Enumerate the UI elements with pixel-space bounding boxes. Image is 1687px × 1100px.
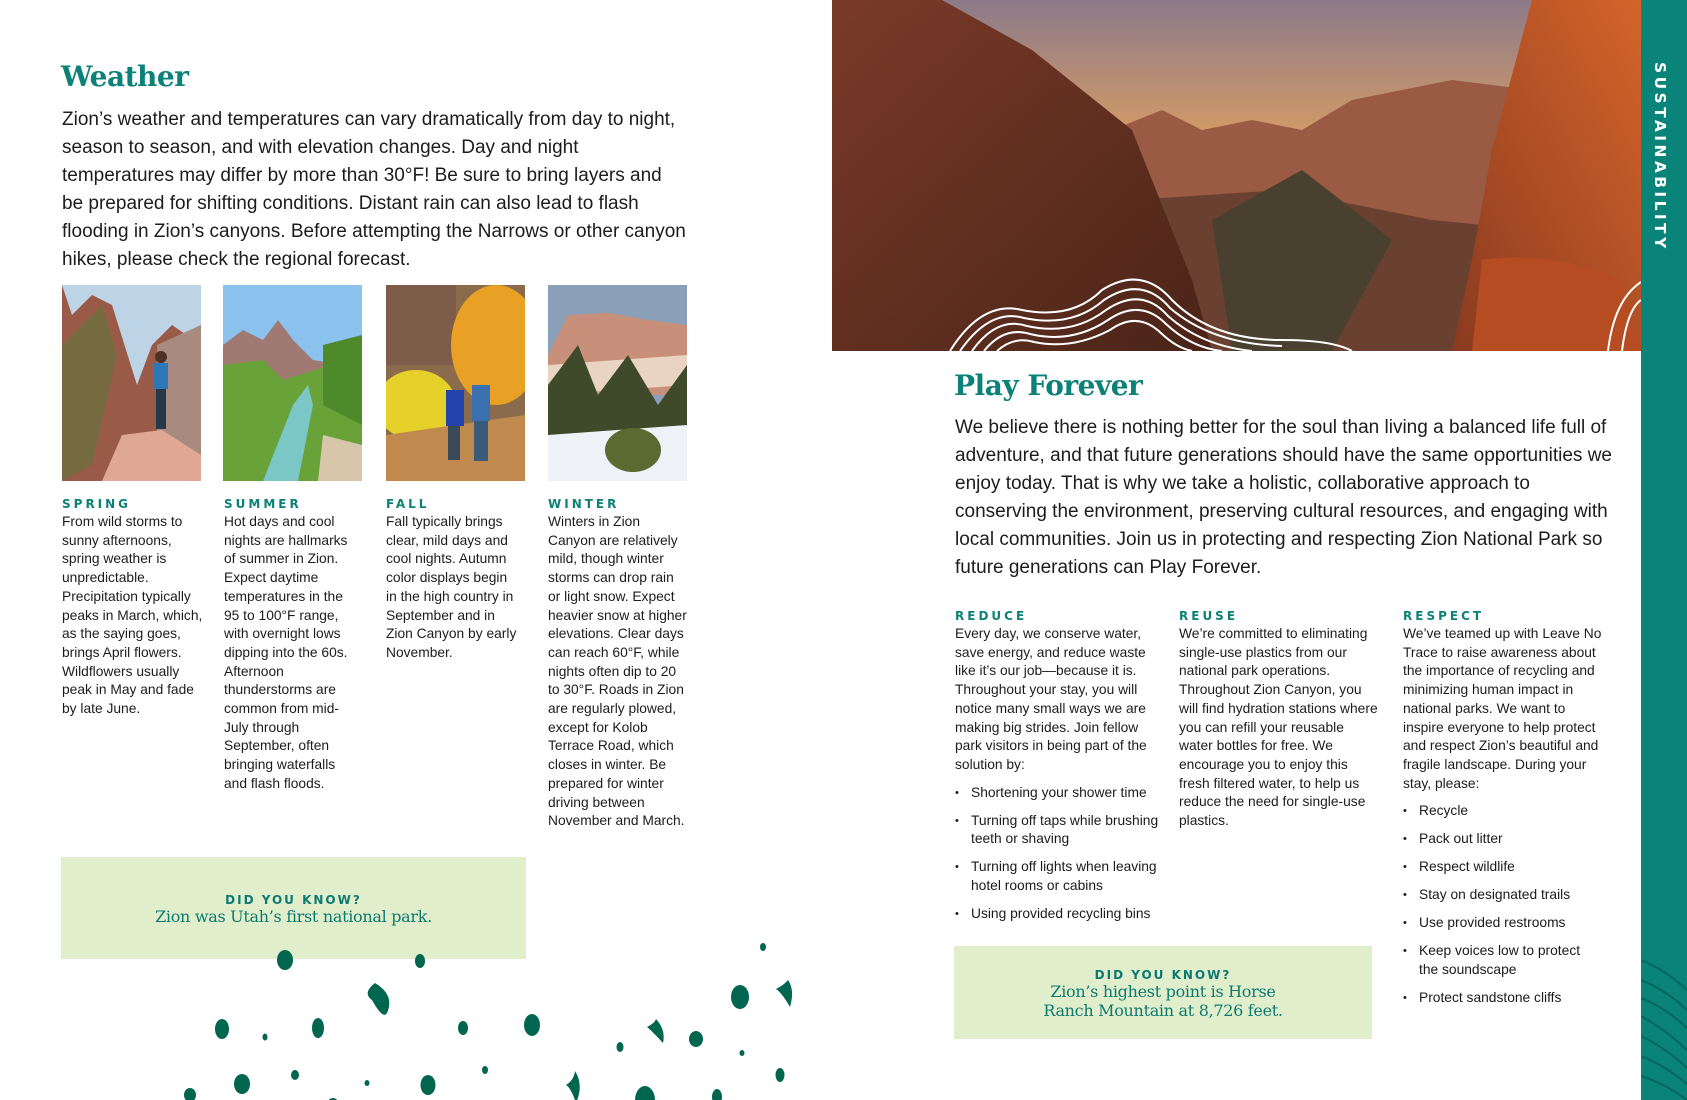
season-spring: [62, 497, 212, 719]
callout-heading: DID YOU KNOW?: [1094, 968, 1232, 982]
weather-title: Weather: [61, 60, 189, 93]
column-respect: [1403, 609, 1603, 1017]
play-forever-title: Play Forever: [954, 369, 1143, 402]
weather-intro: Zion’s weather and temperatures can vary dramatically from day to night, season to season, and with elevation changes. Day and night temperatures may differ by more than 30°F! Be sure to bring layers and be prepared for shifting conditions. Distant rain can also lead to flash flooding in Zion’s canyons. Before attempting the Narrows or other canyon hikes, please check the regional forecast.: [62, 109, 686, 270]
list-item: • Protect sandstone cliffs: [1403, 989, 1603, 1008]
decorative-dots: [100, 935, 820, 1100]
list-item: • Turning off lights when leaving hotel rooms or cabins: [955, 858, 1160, 895]
callout-text: Zion was Utah’s first national park.: [155, 907, 432, 926]
season-text: Winters in Zion Canyon are relatively mild, though winter storms can drop rain or light snow. Expect heavier snow at higher elevations. Clear days can reach 60°F, while nights often dip to 20 to 30°F. Roads in Zion are regularly plowed, except for Kolob Terrace Road, which closes in winter. Be prepared for winter driving between November and March.: [548, 514, 687, 829]
hero-canyon-photo: [832, 0, 1641, 351]
column-label: RESPECT: [1403, 609, 1485, 623]
season-summer: [224, 497, 374, 794]
column-text: We’re committed to eliminating single-use plastics from our national park operations. Throughout Zion Canyon, you will find hydration stations where you can refill your reusable water bottles for free. We encourage you to enjoy this fresh filtered water, to help us reduce the need for single-use plastics.: [1179, 626, 1378, 829]
column-text: We’ve teamed up with Leave No Trace to raise awareness about the importance of recycling and minimizing human impact in national parks. We want to inspire everyone to help protect and respect Zion’s beautiful and fragile landscape. During your stay, please:: [1403, 626, 1602, 791]
list-item: • Shortening your shower time: [955, 784, 1160, 803]
season-label: SPRING: [62, 497, 132, 511]
season-text: Fall typically brings clear, mild days and cool nights. Autumn color displays begin in the high country in September and in Zion Canyon by early November.: [386, 514, 517, 660]
list-item: • Using provided recycling bins: [955, 905, 1160, 924]
column-reuse: [1179, 609, 1379, 831]
wave-lines-decoration: [1641, 950, 1687, 1100]
season-text: From wild storms to sunny afternoons, spring weather is unpredictable. Precipitation typically peaks in March, which, as the saying goes, brings April flowers. Wildflowers usually peak in May and fade by late June.: [62, 514, 203, 717]
winter-photo: [548, 285, 687, 481]
list-item: • Respect wildlife: [1403, 858, 1603, 877]
play-forever-intro: We believe there is nothing better for the soul than living a balanced life full of adventure, and that future generations should have the same opportunities we enjoy today. That is why we take a holistic, collaborative approach to conserving the environment, preserving cultural resources, and engaging with local communities. Join us in protecting and respecting Zion National Park so future generations can Play Forever.: [955, 417, 1612, 578]
list-item: • Pack out litter: [1403, 830, 1603, 849]
callout-text-line-1: Zion’s highest point is Horse: [1050, 982, 1276, 1001]
list-item: • Turning off taps while brushing teeth or shaving: [955, 812, 1160, 849]
season-label: WINTER: [548, 497, 620, 511]
list-item: • Use provided restrooms: [1403, 914, 1603, 933]
callout-heading: DID YOU KNOW?: [225, 893, 362, 907]
season-label: SUMMER: [224, 497, 302, 511]
callout-text-line-2: Ranch Mountain at 8,726 feet.: [1043, 1001, 1283, 1020]
list-item: • Stay on designated trails: [1403, 886, 1603, 905]
section-tab-sidebar: [1641, 0, 1687, 1100]
fall-photo: [386, 285, 525, 481]
season-text: Hot days and cool nights are hallmarks of summer in Zion. Expect daytime temperatures in the 95 to 100°F range, with overnight lows dipping into the 60s. Afternoon thunderstorms are common from mid-July through September, often bringing waterfalls and flash floods.: [224, 514, 348, 791]
season-label: FALL: [386, 497, 430, 511]
column-reduce: [955, 609, 1160, 933]
section-tab-label: SUSTAINABILITY: [1651, 62, 1669, 252]
column-label: REDUCE: [955, 609, 1028, 623]
column-label: REUSE: [1179, 609, 1239, 623]
spring-photo: [62, 285, 201, 481]
list-item: • Recycle: [1403, 802, 1603, 821]
did-you-know-callout: [954, 946, 1372, 1039]
reduce-bullet-list: [955, 784, 1160, 924]
respect-bullet-list: [1403, 802, 1603, 1007]
season-winter: [548, 497, 698, 831]
season-fall: [386, 497, 536, 663]
list-item: • Keep voices low to protect the soundscape: [1403, 942, 1603, 979]
column-text: Every day, we conserve water, save energy, and reduce waste like it’s our job—because it is. Throughout your stay, you will notice many small ways we are making big strides. Join fellow park visitors in being part of the solution by:: [955, 626, 1147, 772]
summer-photo: [223, 285, 362, 481]
